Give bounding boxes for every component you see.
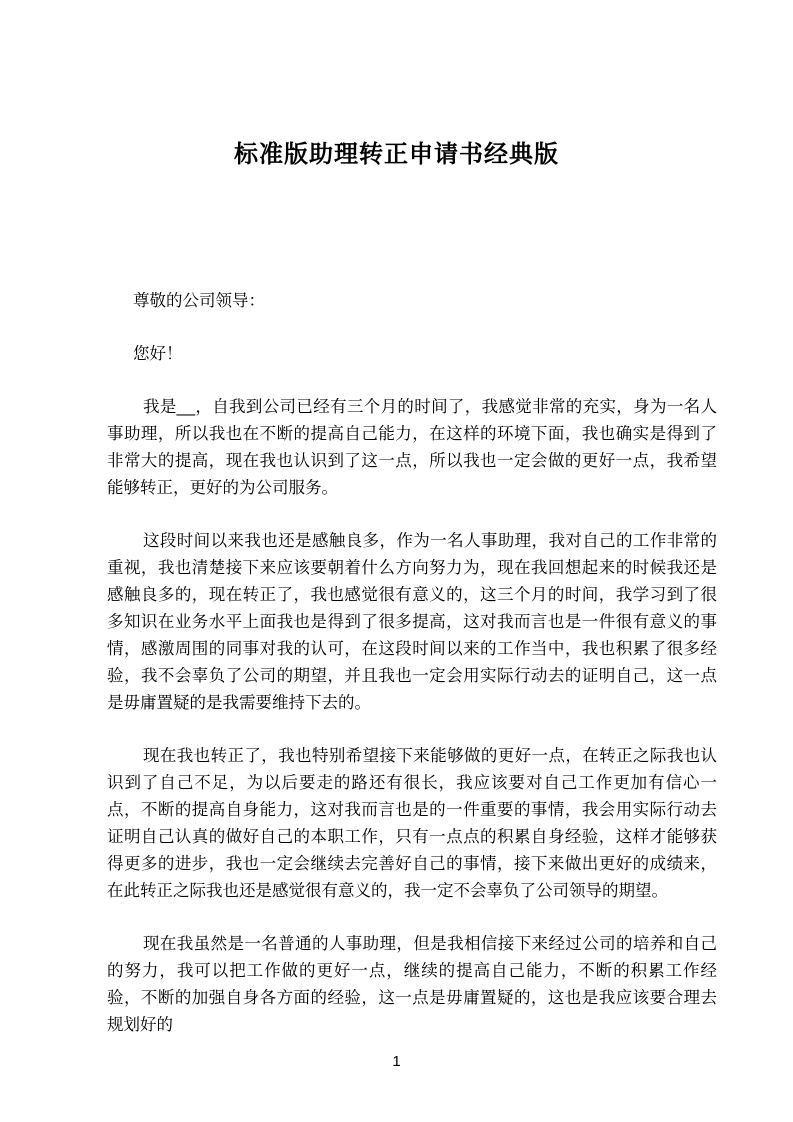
- body-paragraph: 现在我也转正了，我也特别希望接下来能够做的更好一点，在转正之际我也认识到了自己不足，为以后要走的路还有很长，我应该要对自己工作更加有信心一点，不断的提高自身能力，这对我而言也是的一件重要的事情，我会用实际行动去证明自己认真的做好自己的本职工作，只有一点点的积累自身经验，这样才能够获得更多的进步，我也一定会继续去完善好自己的事情，接下来做出更好的成绩来，在此转正之际我也还是感觉很有意义的，我一定不会辜负了公司领导的期望。: [107, 747, 717, 900]
- body-paragraph: 现在我虽然是一名普通的人事助理，但是我相信接下来经过公司的培养和自己的努力，我可以把工作做的更好一点，继续的提高自己能力，不断的积累工作经验，不断的加强自身各方面的经验，这一点是毋庸置疑的，这也是我应该要合理去规划好的: [107, 935, 717, 1034]
- salutation-line: 您好！: [133, 345, 183, 363]
- letter-body: [107, 288, 717, 1039]
- greeting-line: 尊敬的公司领导：: [133, 292, 265, 310]
- document-title: 标准版助理转正申请书经典版: [234, 141, 559, 168]
- body-paragraph: 我是__，自我到公司已经有三个月的时间了，我感觉非常的充实，身为一名人事助理，所以我也在不断的提高自己能力，在这样的环境下面，我也确实是得到了非常大的提高，现在我也认识到了这一点，所以我也一定会做的更好一点，我希望能够转正，更好的为公司服务。: [107, 398, 717, 497]
- body-paragraph: 这段时间以来我也还是感触良多，作为一名人事助理，我对自己的工作非常的重视，我也清楚接下来应该要朝着什么方向努力为，现在我回想起来的时候我还是感触良多的，现在转正了，我也感觉很有意义的，这三个月的时间，我学习到了很多知识在业务水平上面我也是得到了很多提高，这对我而言也是一件很有意义的事情，感激周围的同事对我的认可，在这段时间以来的工作当中，我也积累了很多经验，我不会辜负了公司的期望，并且我也一定会用实际行动去的证明自己，这一点是毋庸置疑的是我需要维持下去的。: [107, 532, 717, 712]
- page-number: 1: [392, 1053, 401, 1070]
